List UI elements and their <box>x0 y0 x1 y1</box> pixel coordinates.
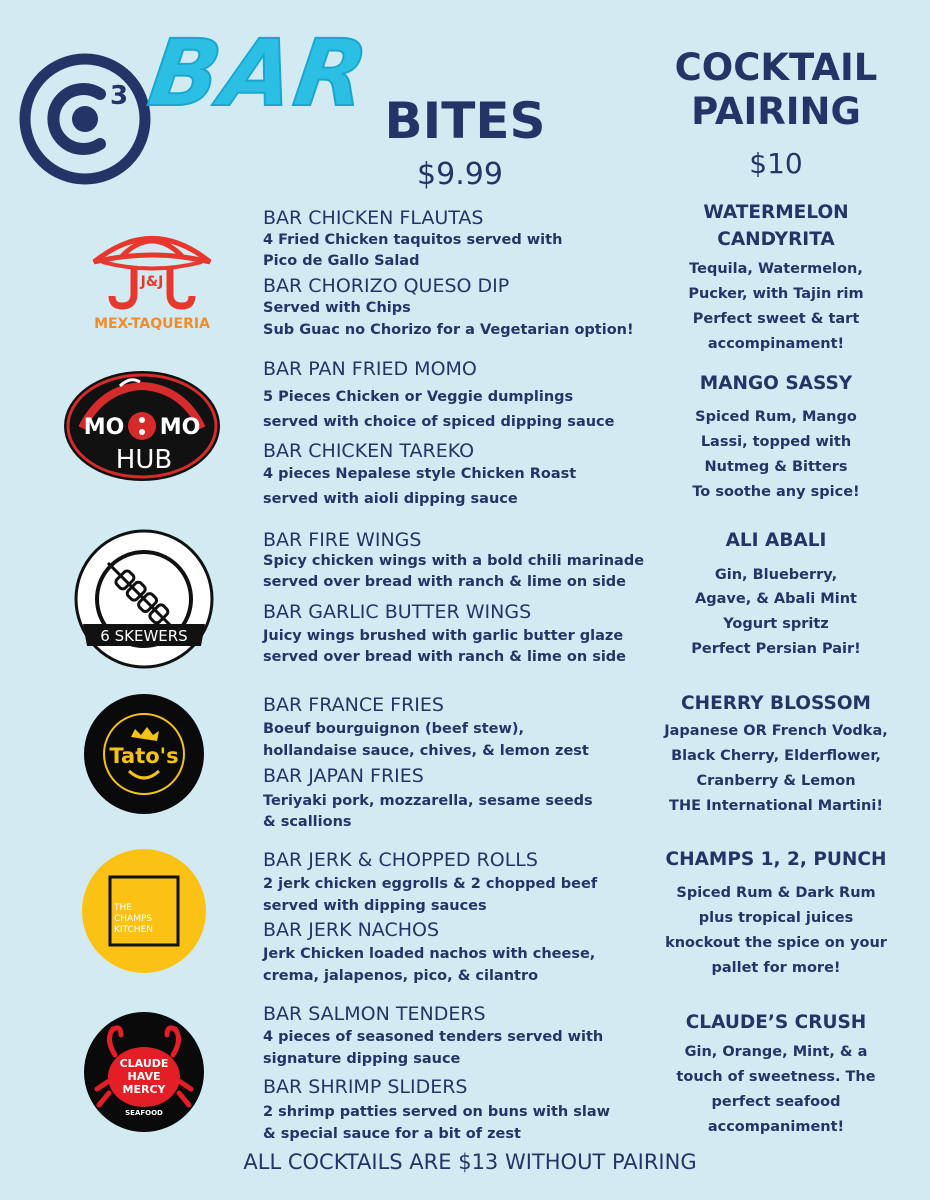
claude-logo-line1: CLAUDE <box>119 1057 169 1070</box>
cocktail-desc: Yogurt spritz <box>723 616 829 632</box>
menu-item-desc: 4 pieces of seasoned tenders served with <box>263 1029 604 1045</box>
cocktail-desc: THE International Martini! <box>669 798 883 814</box>
cocktail-desc: Cranberry & Lemon <box>696 773 856 789</box>
menu-item-desc: served with aioli dipping sauce <box>263 491 518 507</box>
tatos-logo-text: Tato's <box>109 744 179 768</box>
cocktail-desc: plus tropical juices <box>698 910 854 926</box>
menu-item-name: BAR JAPAN FRIES <box>263 765 424 787</box>
menu-item-desc: 5 Pieces Chicken or Veggie dumplings <box>263 389 574 405</box>
menu-item-name: BAR FRANCE FRIES <box>263 694 444 716</box>
claude-logo-line4: SEAFOOD <box>125 1109 163 1117</box>
menu-item-desc: served over bread with ranch & lime on side <box>263 649 627 665</box>
menu-item-desc: hollandaise sauce, chives, & lemon zest <box>263 743 589 759</box>
champs-kitchen-logo <box>81 848 207 974</box>
momo-logo-text-left: MO <box>83 415 125 440</box>
menu-item-desc: Jerk Chicken loaded nachos with cheese, <box>263 946 596 962</box>
menu-item-desc: Pico de Gallo Salad <box>263 253 420 269</box>
champs-logo-line2: CHAMPS <box>114 914 153 924</box>
cocktail-name: CHERRY BLOSSOM <box>681 693 871 714</box>
cocktail-desc: Nutmeg & Bitters <box>704 459 848 475</box>
menu-item-desc: Spicy chicken wings with a bold chili marinade <box>263 553 645 569</box>
cocktail-desc: Perfect sweet & tart <box>692 311 860 327</box>
menu-item-name: BAR CHICKEN FLAUTAS <box>263 207 484 229</box>
six-skewers-logo-text: 6 SKEWERS <box>100 627 188 645</box>
cocktail-desc: accompaniment! <box>707 1119 845 1135</box>
cocktail-desc: To soothe any spice! <box>692 484 860 500</box>
cocktail-desc: Spiced Rum, Mango <box>695 409 857 425</box>
brand-wordmark: BAR <box>142 20 376 127</box>
cocktail-name: CHAMPS 1, 2, PUNCH <box>665 849 887 870</box>
menu-item-desc: signature dipping sauce <box>263 1051 461 1067</box>
menu-item-desc: crema, jalapenos, pico, & cilantro <box>263 968 539 984</box>
menu-item-desc: Boeuf bourguignon (beef stew), <box>263 721 525 737</box>
footer-note: ALL COCKTAILS ARE $13 WITHOUT PAIRING <box>243 1150 697 1174</box>
cocktail-desc: Japanese OR French Vodka, <box>664 723 888 739</box>
cocktail-desc: Pucker, with Tajin rim <box>688 286 864 302</box>
cocktail-name: CANDYRITA <box>717 229 835 250</box>
menu-item-desc: 2 shrimp patties served on buns with slaw <box>263 1104 611 1120</box>
cocktail-desc: touch of sweetness. The <box>676 1069 876 1085</box>
menu-item-name: BAR JERK & CHOPPED ROLLS <box>263 849 538 871</box>
sombrero-icon <box>94 239 210 269</box>
bites-title: BITES <box>384 92 546 150</box>
cocktail-desc: Agave, & Abali Mint <box>695 591 857 607</box>
cocktail-desc: knockout the spice on your <box>665 935 887 951</box>
menu-item-name: BAR GARLIC BUTTER WINGS <box>263 601 532 623</box>
menu-item-name: BAR JERK NACHOS <box>263 919 440 941</box>
cocktail-desc: accompinament! <box>707 336 845 352</box>
cocktail-desc: perfect seafood <box>711 1094 841 1110</box>
menu-item-name: BAR CHICKEN TAREKO <box>263 440 475 462</box>
claude-logo-line3: MERCY <box>122 1083 166 1096</box>
six-skewers-logo <box>73 528 215 670</box>
menu-item-desc: & special sauce for a bit of zest <box>263 1126 521 1142</box>
mex-taqueria-logo <box>82 220 222 335</box>
menu-item-name: BAR SHRIMP SLIDERS <box>263 1076 468 1098</box>
cocktail-desc: pallet for more! <box>711 960 841 976</box>
champs-logo-line1: THE <box>114 903 132 913</box>
mex-logo-initials: J&J <box>140 274 164 290</box>
momo-logo-hub: HUB <box>115 445 173 475</box>
pairing-title-line1: COCKTAIL <box>674 46 878 89</box>
menu-item-desc: Juicy wings brushed with garlic butter glaze <box>263 628 624 644</box>
cocktail-name: WATERMELON <box>703 202 849 223</box>
menu-item-desc: Teriyaki pork, mozzarella, sesame seeds <box>263 793 593 809</box>
menu-item-name: BAR CHORIZO QUESO DIP <box>263 275 510 297</box>
claude-logo-line2: HAVE <box>127 1070 161 1083</box>
cocktail-name: MANGO SASSY <box>699 373 853 394</box>
momo-logo-text-right: MO <box>159 415 201 440</box>
menu-item-name: BAR SALMON TENDERS <box>263 1003 486 1025</box>
cocktail-name: ALI ABALI <box>725 530 827 551</box>
cocktail-desc: Lassi, topped with <box>700 434 852 450</box>
menu-item-desc: served with choice of spiced dipping sauce <box>263 414 615 430</box>
pairing-title <box>660 46 892 135</box>
cocktail-desc: Black Cherry, Elderflower, <box>671 748 881 764</box>
menu-item-desc: Served with Chips <box>263 300 411 316</box>
pairing-price: $10 <box>749 147 803 180</box>
tatos-logo <box>83 693 205 815</box>
brand-logo-icon <box>18 52 153 187</box>
claude-have-mercy-logo <box>83 1011 205 1133</box>
cocktail-desc: Tequila, Watermelon, <box>689 261 863 277</box>
menu-item-desc: 2 jerk chicken eggrolls & 2 chopped beef <box>263 876 598 892</box>
menu-item-desc: 4 Fried Chicken taquitos served with <box>263 232 563 248</box>
momo-hub-logo <box>62 368 222 483</box>
menu-item-desc: & scallions <box>263 814 352 830</box>
menu-item-desc: served over bread with ranch & lime on side <box>263 574 627 590</box>
cocktail-desc: Gin, Blueberry, <box>714 567 838 583</box>
cocktail-desc: Spiced Rum & Dark Rum <box>676 885 876 901</box>
mex-logo-text: MEX-TAQUERIA <box>94 316 210 332</box>
cocktail-desc: Gin, Orange, Mint, & a <box>684 1044 868 1060</box>
menu-item-name: BAR PAN FRIED MOMO <box>263 358 477 380</box>
pairing-title-line2: PAIRING <box>691 90 861 134</box>
menu-item-desc: served with dipping sauces <box>263 898 487 914</box>
champs-logo-line3: KITCHEN <box>114 925 153 935</box>
menu-item-desc: 4 pieces Nepalese style Chicken Roast <box>263 466 577 482</box>
cocktail-name: CLAUDE’S CRUSH <box>685 1012 867 1033</box>
menu-item-name: BAR FIRE WINGS <box>263 529 422 551</box>
brand-number: 3 <box>110 81 129 111</box>
menu-item-desc: Sub Guac no Chorizo for a Vegetarian option! <box>263 322 634 338</box>
cocktail-desc: Perfect Persian Pair! <box>691 641 861 657</box>
bites-price: $9.99 <box>417 157 503 192</box>
